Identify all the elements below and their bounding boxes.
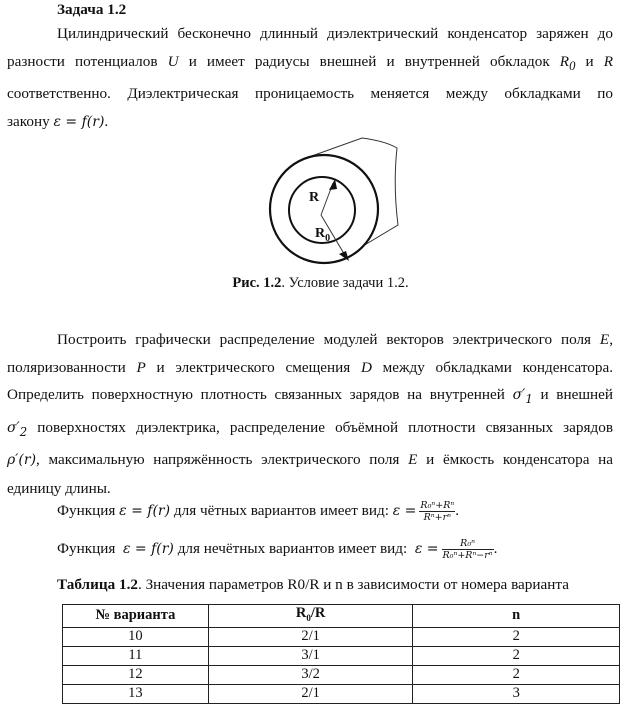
function-even (57, 500, 459, 523)
text: . (455, 501, 459, 519)
text: и ёмкость конденсатора на (426, 450, 614, 468)
text: , (609, 331, 613, 348)
cell-variant: 13 (63, 684, 209, 703)
intro-paragraph (7, 20, 613, 136)
text: и (585, 52, 594, 70)
formula-eps-lhs: ε = (414, 540, 439, 557)
cell-ratio: 2/1 (208, 684, 413, 703)
label-R0 (315, 226, 330, 244)
function-odd (57, 538, 497, 561)
cell-n: 3 (413, 684, 620, 703)
text: σ′ (512, 387, 526, 404)
cell-variant: 11 (63, 646, 209, 665)
table-header-row (63, 605, 620, 628)
numerator: R₀ⁿ+Rⁿ (420, 500, 455, 511)
text: поверхностях диэлектрика, распределение объёмной плотности связанных зарядов (37, 418, 613, 436)
intro-line-3: соответственно. Диэлектрическая проницаемость меняется между обкладками по (7, 85, 613, 103)
subscript: 0 (569, 58, 576, 73)
task-line-3 (7, 381, 613, 413)
text: R (295, 605, 307, 621)
task-line-5 (7, 446, 613, 475)
problem-title: Задача 1.2 (57, 1, 127, 18)
header-variant: № варианта (63, 605, 209, 628)
text: между обкладками конденсатора. (382, 358, 613, 376)
figure-caption (0, 274, 641, 292)
var-rho: ρ′(r) (7, 451, 37, 468)
task-line-6: единицу длины. (7, 479, 111, 497)
denominator: R₀ⁿ+Rⁿ−rⁿ (442, 550, 493, 561)
var-U: U (167, 52, 179, 70)
formula-eps: ε = f(r) (122, 540, 174, 557)
var-D: D (360, 358, 372, 376)
parameters-table (62, 604, 620, 704)
formula-eps: ε = f(r) (119, 502, 171, 519)
caption-text: . Условие задачи 1.2. (281, 275, 409, 291)
cell-ratio: 3/2 (208, 665, 413, 684)
intro-line-2 (7, 48, 613, 81)
fraction-even (419, 500, 455, 523)
var-P: P (136, 358, 146, 376)
task-line-1 (7, 326, 613, 354)
subscript: 0 (306, 612, 311, 623)
table-caption (57, 576, 569, 594)
label-R: R (309, 190, 320, 205)
text: Определить поверхностную плотность связанных зарядов на внутренней (7, 386, 505, 404)
task-line-4 (7, 414, 613, 446)
cell-ratio: 3/1 (208, 646, 413, 665)
text: R (315, 226, 326, 241)
text: R (559, 52, 570, 70)
formula-eps-lhs: ε = (392, 502, 417, 519)
text: и внешней (540, 386, 614, 404)
text: и электрического смещения (156, 358, 351, 376)
var-sigma1 (512, 387, 533, 406)
denominator: Rⁿ+rⁿ (423, 512, 451, 523)
var-E: E (599, 331, 610, 348)
table-row (63, 665, 620, 684)
text: , максимальную напряжённость электрического поля (36, 450, 400, 468)
cell-n: 2 (413, 646, 620, 665)
header-ratio (208, 605, 413, 628)
text: Функция (57, 501, 116, 519)
header-n: n (413, 605, 620, 628)
text: и имеет радиусы внешней и внутренней обкладок (188, 52, 550, 70)
caption-label: Таблица 1.2 (57, 576, 138, 593)
task-line-2 (7, 354, 613, 382)
cell-variant: 12 (63, 665, 209, 684)
cell-ratio: 2/1 (208, 627, 413, 646)
subscript: 1 (525, 391, 533, 406)
text: закону (7, 112, 50, 130)
text: разности потенциалов (7, 52, 158, 70)
text: Функция (57, 539, 116, 557)
text: /R (310, 605, 326, 621)
var-R: R (603, 52, 614, 70)
formula-eps: ε = f(r) (53, 113, 105, 130)
capacitor-figure (255, 130, 415, 275)
table-row (63, 646, 620, 665)
intro-line-1: Цилиндрический бесконечно длинный диэлектрический конденсатор заряжен до (57, 25, 613, 42)
text: Построить графически распределение модулей векторов электрического поля (57, 331, 592, 348)
cell-n: 2 (413, 665, 620, 684)
text: σ′ (7, 419, 20, 436)
caption-label: Рис. 1.2 (232, 275, 282, 291)
task-paragraph (7, 326, 613, 502)
cell-variant: 10 (63, 627, 209, 646)
subscript: 2 (19, 424, 28, 439)
table-row (63, 627, 620, 646)
table-row (63, 684, 620, 703)
text: . (104, 112, 109, 130)
text: поляризованности (7, 358, 126, 376)
text: . (493, 539, 498, 557)
var-R0 (559, 52, 576, 73)
caption-text: . Значения параметров R0/R и n в зависимости от номера варианта (137, 576, 569, 593)
cylinder-capacitor-diagram (255, 130, 415, 275)
var-E: E (408, 450, 418, 468)
cell-n: 2 (413, 627, 620, 646)
subscript: 0 (325, 232, 331, 244)
text: для нечётных вариантов имеет вид: (177, 539, 408, 557)
text: для чётных вариантов имеет вид: (173, 501, 389, 519)
numerator: R₀ⁿ (442, 538, 494, 550)
fraction-odd (442, 538, 494, 561)
var-sigma2 (7, 419, 28, 439)
